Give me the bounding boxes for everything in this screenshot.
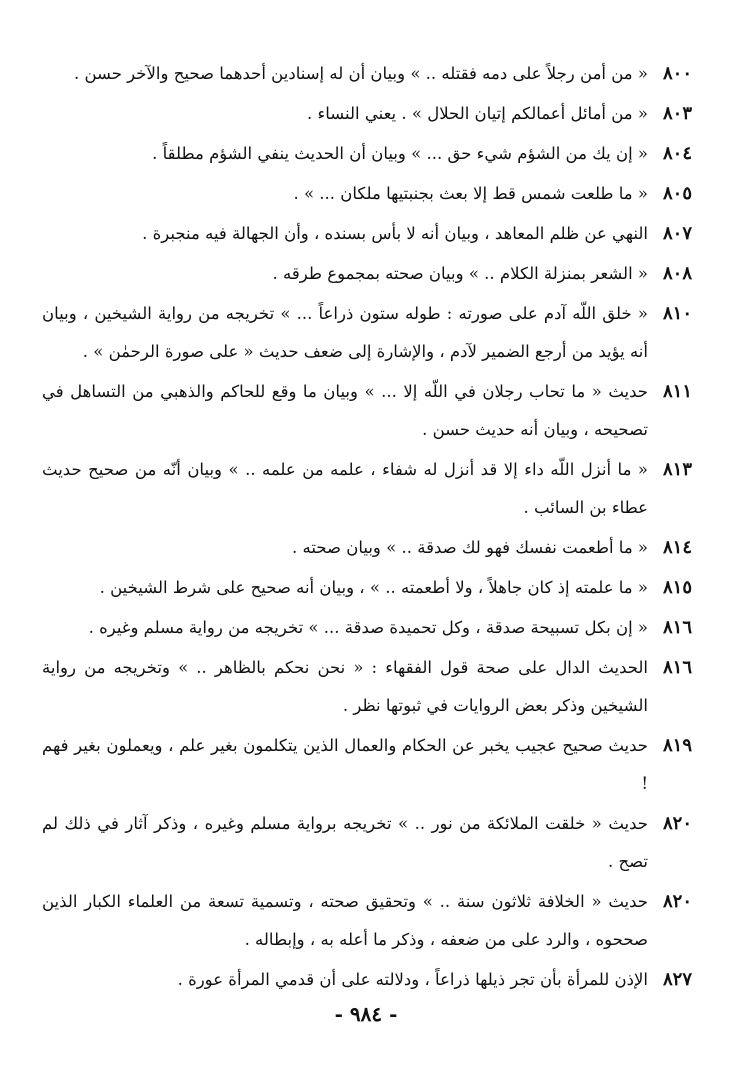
entry-text: « ما أنزل اللّه داء إلا قد أنزل له شفاء ، علمه من علمه .. » وبيان أنّه من صحيح حديث عطاء بن السائب . xyxy=(42,460,648,517)
index-entry xyxy=(42,451,692,527)
entry-text: « من أمائل أعمالكم إتيان الحلال » . يعني النساء . xyxy=(307,104,648,123)
entry-text: « إن يك من الشؤم شيء حق ... » وبيان أن الحديث ينفي الشؤم مطلقاً . xyxy=(152,144,648,163)
entry-number: ٨٠٣ xyxy=(662,103,692,124)
index-entry xyxy=(42,805,692,881)
entry-number: ٨١٥ xyxy=(662,577,692,598)
entry-text: « ما علمته إذ كان جاهلاً ، ولا أطعمته .. » ، وبيان أنه صحيح على شرط الشيخين . xyxy=(99,578,648,597)
index-entry xyxy=(42,649,692,725)
index-entry xyxy=(42,295,692,371)
entry-text: « الشعر بمنزلة الكلام .. » وبيان صحته بمجموع طرقه . xyxy=(272,264,648,283)
index-entry xyxy=(42,55,692,93)
entry-text: حديث « الخلافة ثلاثون سنة .. » وتحقيق صحته ، وتسمية تسعة من العلماء الكبار الذين صححوه ، والرد على من ضعفه ، وذكر ما أعله به ، وإبطاله . xyxy=(42,892,648,949)
entry-number: ٨٠٤ xyxy=(662,143,692,164)
index-entry xyxy=(42,95,692,133)
entry-number: ٨٠٨ xyxy=(662,263,692,284)
index-entry xyxy=(42,255,692,293)
entry-number: ٨١٩ xyxy=(662,735,692,756)
index-entry xyxy=(42,529,692,567)
entry-number: ٨١١ xyxy=(662,381,692,402)
index-entry xyxy=(42,569,692,607)
index-list xyxy=(42,55,692,1001)
index-entry xyxy=(42,135,692,173)
entry-text: الإذن للمرأة بأن تجر ذيلها ذراعاً ، ودلالته على أن قدمي المرأة عورة . xyxy=(177,970,648,989)
entry-text: « من أمن رجلاً على دمه فقتله .. » وبيان أن له إسنادين أحدهما صحيح والآخر حسن . xyxy=(73,64,648,83)
entry-text: الحديث الدال على صحة قول الفقهاء : « نحن نحكم بالظاهر .. » وتخريجه من رواية الشيخين وذكر بعض الروايات في ثبوتها نظر . xyxy=(42,658,648,715)
entry-number: ٨٢٠ xyxy=(662,891,692,912)
entry-text: « إن بكل تسبيحة صدقة ، وكل تحميدة صدقة ... » تخريجه من رواية مسلم وغيره . xyxy=(88,618,648,637)
index-entry xyxy=(42,215,692,253)
index-entry xyxy=(42,961,692,999)
entry-number: ٨٠٠ xyxy=(662,63,692,84)
entry-number: ٨١٤ xyxy=(662,537,692,558)
index-entry xyxy=(42,175,692,213)
entry-number: ٨١٦ xyxy=(662,657,692,678)
entry-number: ٨٢٠ xyxy=(662,813,692,834)
index-entry xyxy=(42,373,692,449)
entry-text: حديث « خلقت الملائكة من نور .. » تخريجه برواية مسلم وغيره ، وذكر آثار في ذلك لم تصح . xyxy=(42,814,648,871)
entry-number: ٨٢٧ xyxy=(662,969,692,990)
index-entry xyxy=(42,883,692,959)
entry-number: ٨٠٧ xyxy=(662,223,692,244)
entry-text: النهي عن ظلم المعاهد ، وبيان أنه لا بأس بسنده ، وأن الجهالة فيه منجبرة . xyxy=(142,224,648,243)
entry-number: ٨٠٥ xyxy=(662,183,692,204)
index-entry xyxy=(42,609,692,647)
entry-text: « ما طلعت شمس قط إلا بعث بجنبتيها ملكان ... » . xyxy=(293,184,648,203)
entry-number: ٨١٦ xyxy=(662,617,692,638)
entry-text: حديث صحيح عجيب يخبر عن الحكام والعمال الذين يتكلمون بغير علم ، ويعملون بغير فهم ! xyxy=(42,736,648,793)
entry-text: « ما أطعمت نفسك فهو لك صدقة .. » وبيان صحته . xyxy=(292,538,648,557)
entry-number: ٨١٠ xyxy=(662,303,692,324)
index-entry xyxy=(42,727,692,803)
entry-number: ٨١٣ xyxy=(662,459,692,480)
entry-text: « خلق اللّه آدم على صورته : طوله ستون ذراعاً ... » تخريجه من رواية الشيخين ، وبيان أنه يؤيد من أرجع الضمير لآدم ، والإشارة إلى ضعف حديث « على صورة الرحمٰن » . xyxy=(42,304,648,361)
page-number: - ٩٨٤ - xyxy=(334,1002,398,1026)
entry-text: حديث « ما تحاب رجلان في اللّه إلا ... » وبيان ما وقع للحاكم والذهبي من التساهل في تصحيحه ، وبيان أنه حديث حسن . xyxy=(42,382,648,439)
